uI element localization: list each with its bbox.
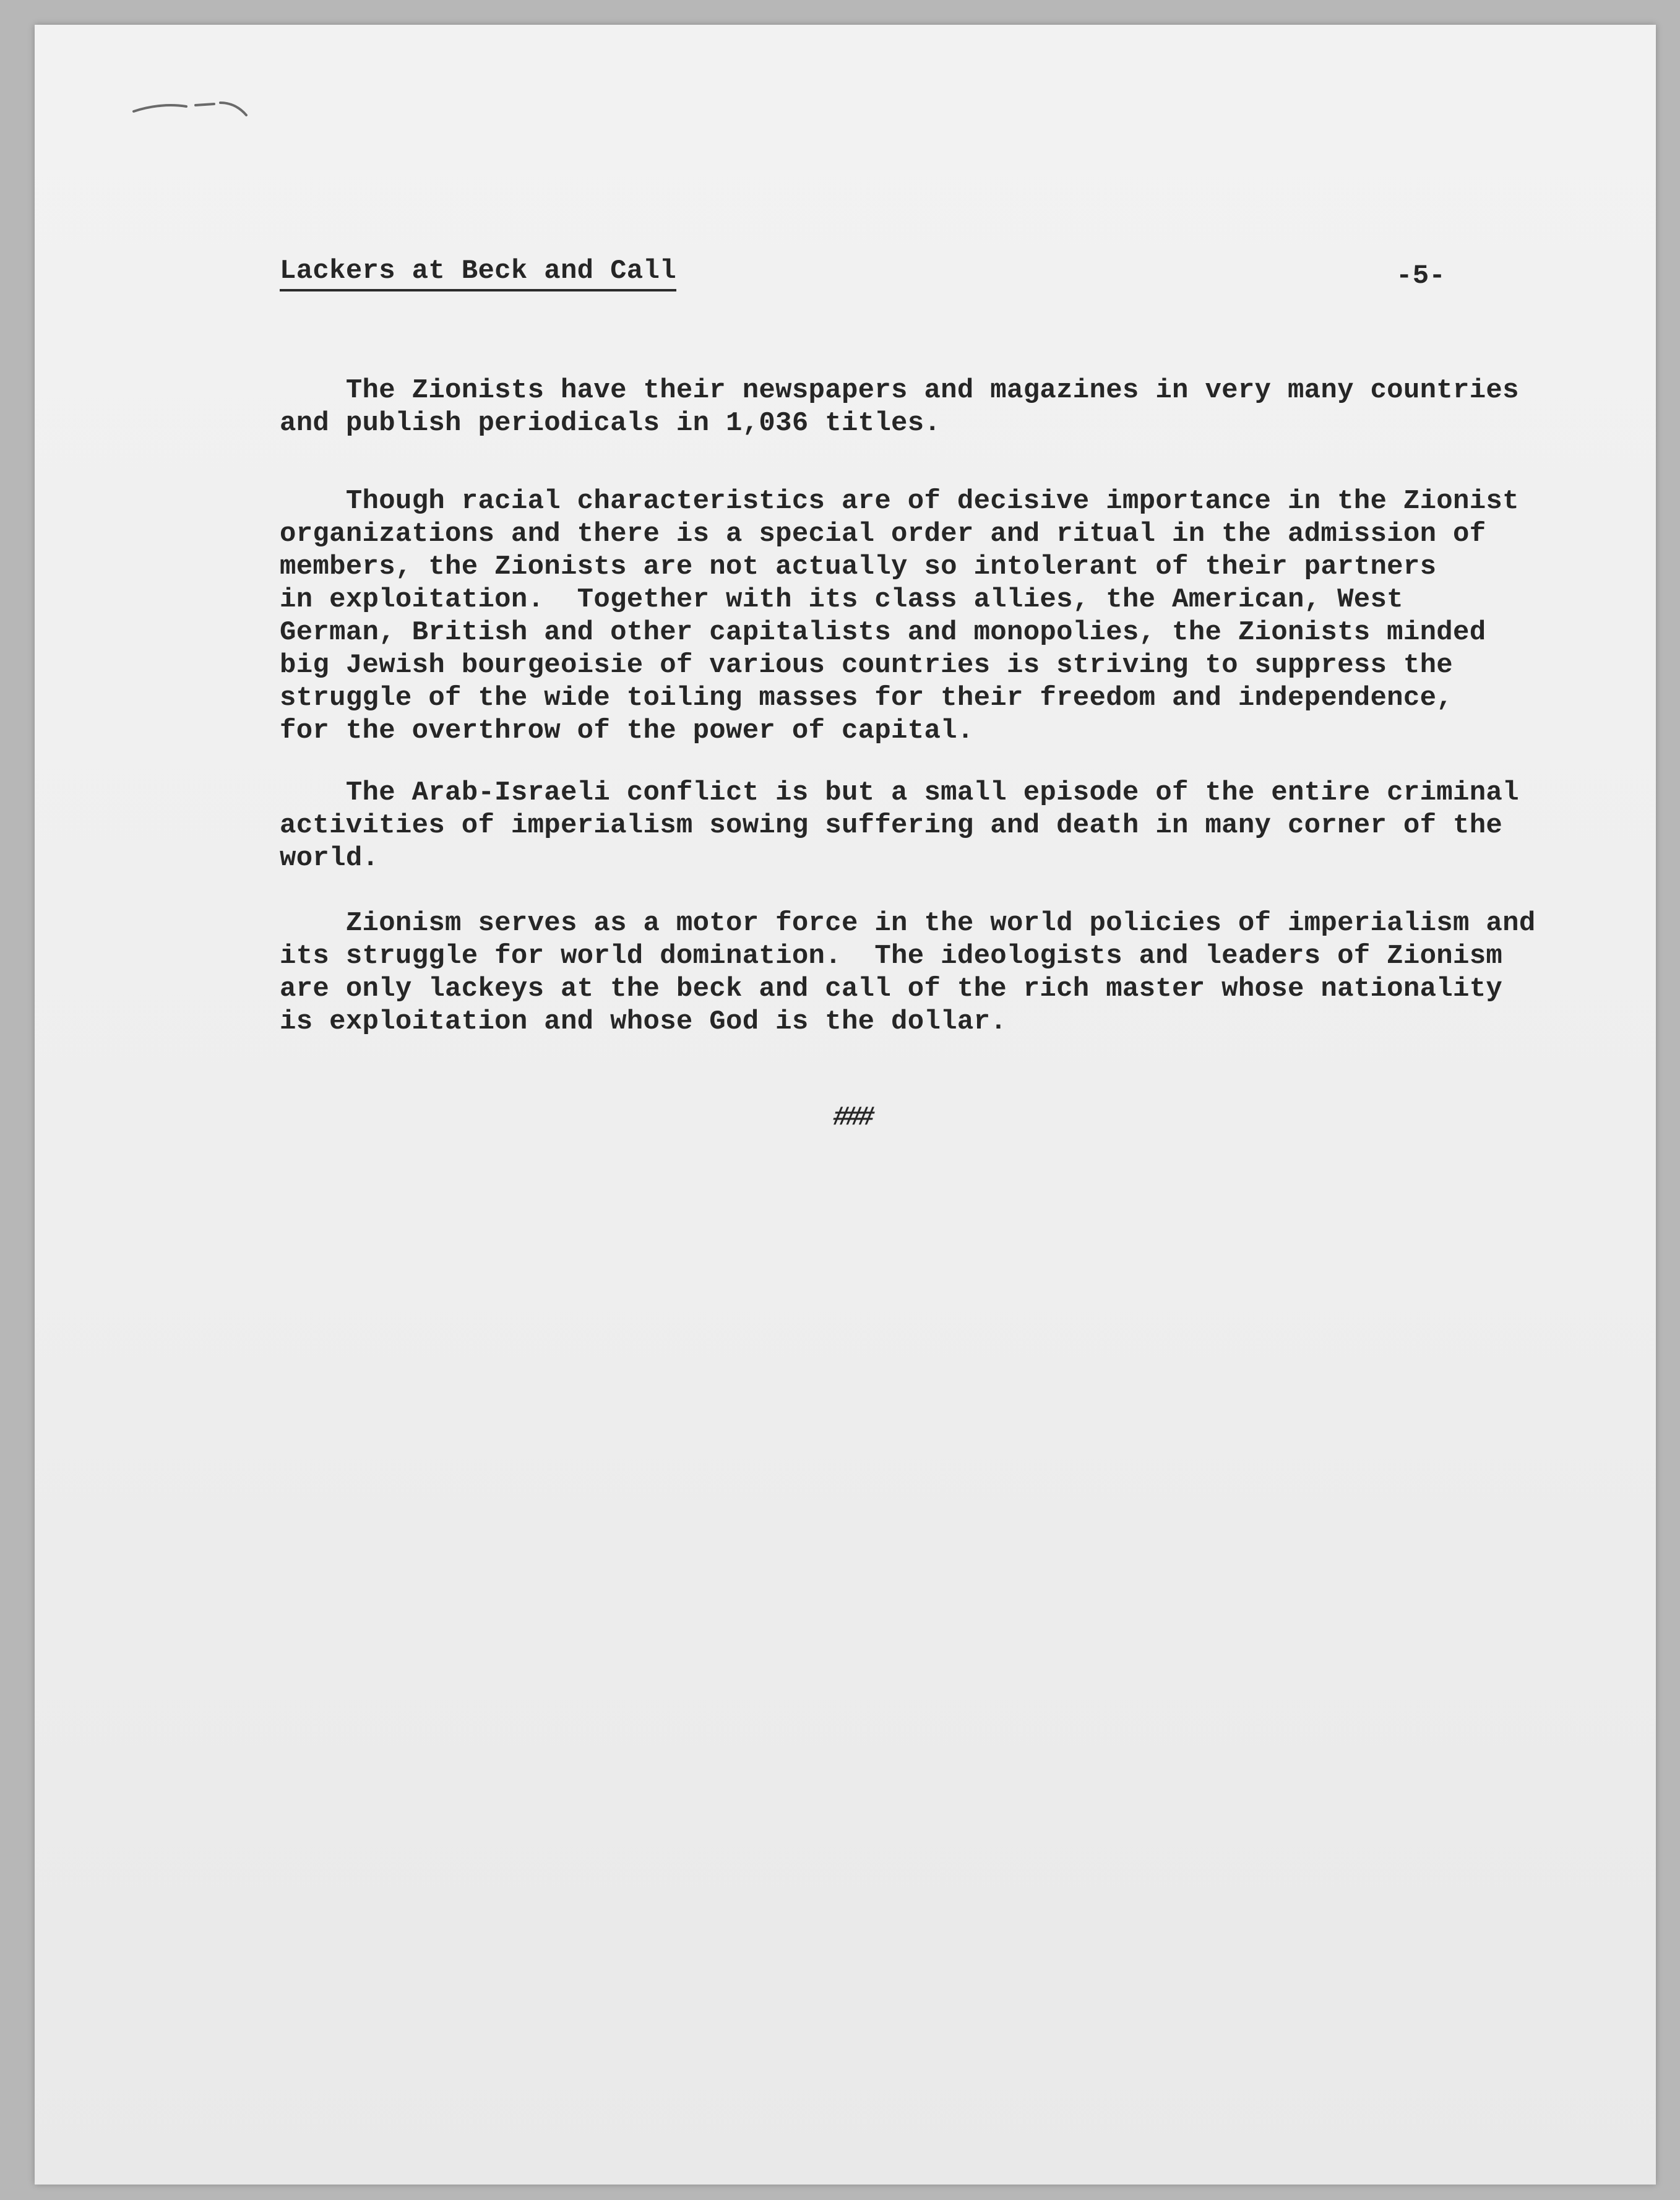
paragraph-3: The Arab-Israeli conflict is but a small episode of the entire criminal activities of imperialism sowing suffering and death in many corner of the world. [280,777,1519,874]
handwritten-mark [127,94,251,119]
page-number: -5- [1396,261,1446,291]
paragraph-2: Though racial characteristics are of decisive importance in the Zionist organizations and there is a special order and ritual in the admission of members, the Zionists are not actually so intolerant of their partners in exploitation. Together with its class allies, the American, West German, British and other capitalists and monopolies, the Zionists minded big Jewish bourgeoisie of various countries is striving to suppress the struggle of the wide toiling masses for their freedom and independence, for the overthrow of the power of capital. [280,486,1519,746]
running-title: Lackers at Beck and Call [280,255,676,291]
paragraph-4: Zionism serves as a motor force in the world policies of imperialism and its struggle for world domination. The ideologists and leaders of Zionism are only lackeys at the beck and call of the rich master whose nationality is exploitation and whose God is the dollar. [280,908,1536,1037]
paragraph-1: The Zionists have their newspapers and magazines in very many countries and publish periodicals in 1,036 titles. [280,375,1519,439]
paper-sheet [35,25,1656,2185]
end-mark: ### [833,1102,871,1133]
